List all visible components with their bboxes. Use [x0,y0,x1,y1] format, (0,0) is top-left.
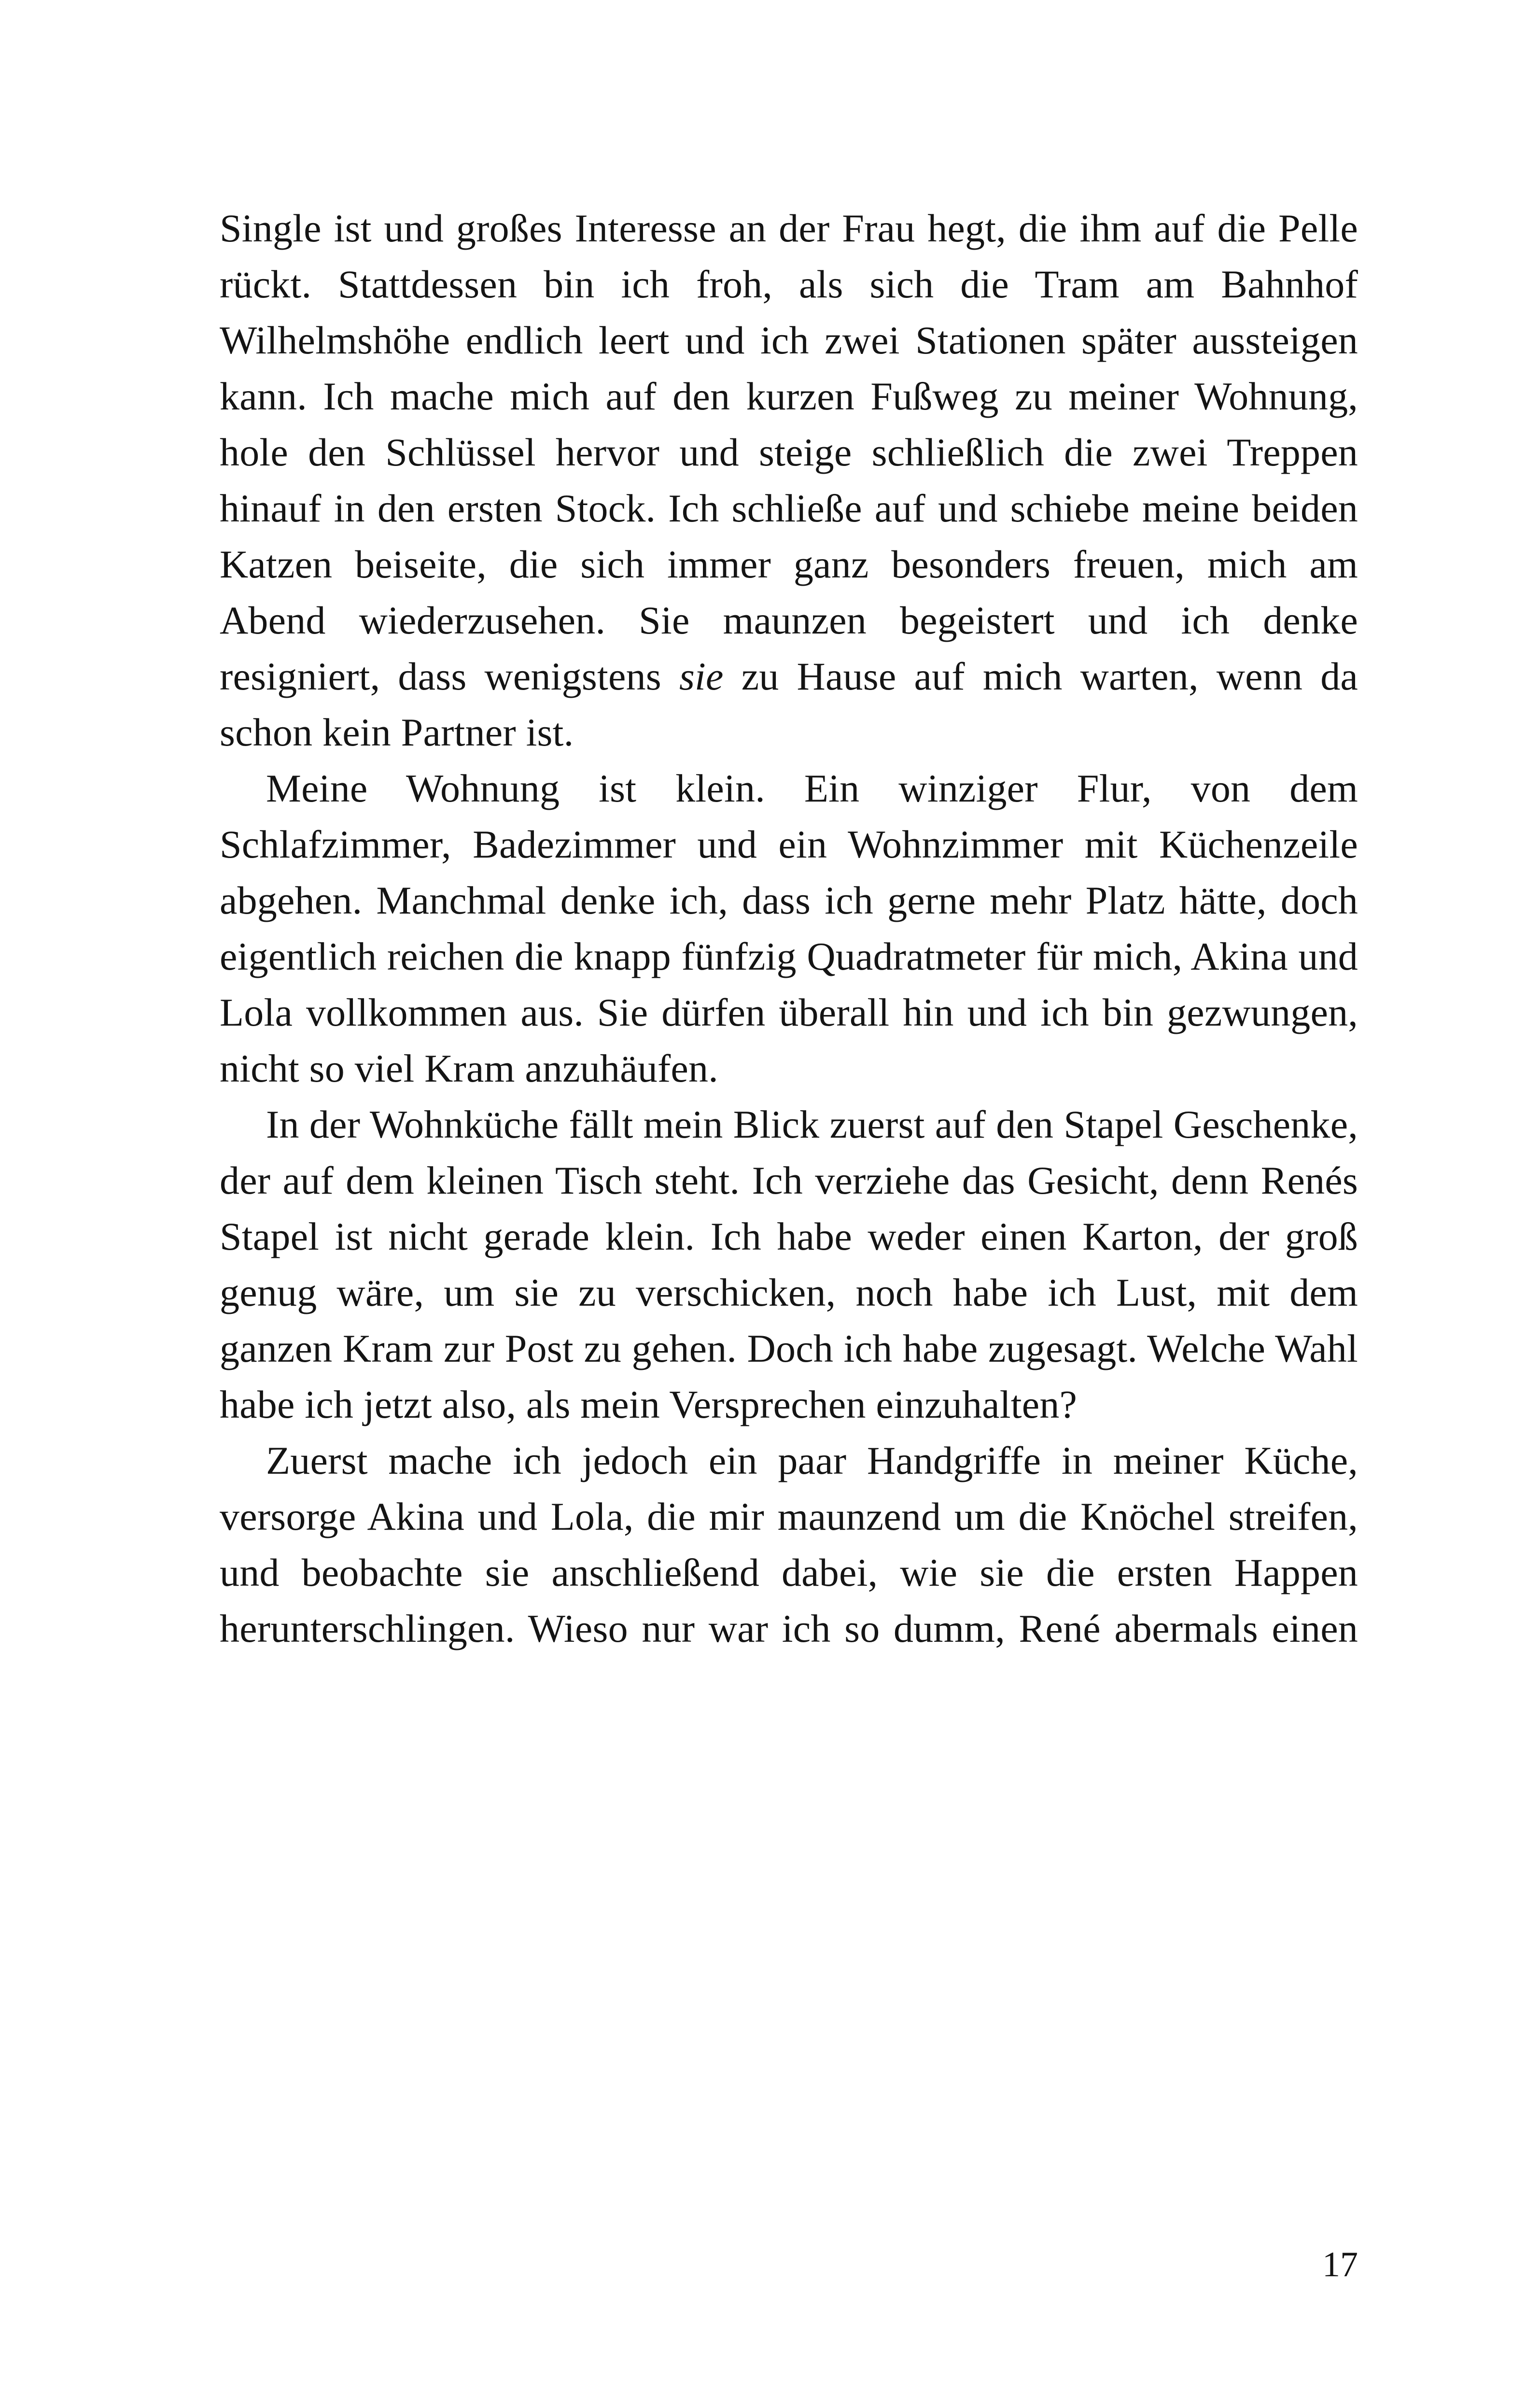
italic-word: sie [679,654,724,698]
page-number: 17 [1322,2245,1358,2284]
text-block [220,200,1358,1657]
paragraph-3: In der Wohnküche fällt mein Blick zuerst auf den Stapel Geschenke, der auf dem kleinen Tisch steht. Ich verziehe das Gesicht, denn Renés Stapel ist nicht gerade klein. Ich habe weder einen Karton, der groß genug wäre, um sie zu verschicken, noch habe ich Lust, mit dem ganzen Kram zur Post zu gehen. Doch ich habe zugesagt. Welche Wahl habe ich jetzt also, als mein Versprechen einzuhalten? [220,1102,1358,1426]
paragraph-1-text-post: zu Hause auf mich warten, wenn da schon kein Partner ist. [220,654,1358,754]
paragraph-1-text-pre: Single ist und großes Interesse an der Frau hegt, die ihm auf die Pelle rückt. Stattdessen bin ich froh, als sich die Tram am Bahnhof Wilhelmshöhe endlich leert und ich zwei Stationen später aussteigen kann. Ich mache mich auf den kurzen Fußweg zu meiner Wohnung, hole den Schlüssel hervor und steige schließlich die zwei Treppen hinauf in den ersten Stock. Ich schließe auf und schiebe meine beiden Katzen beiseite, die sich immer ganz besonders freuen, mich am Abend wiederzusehen. Sie maunzen begeistert und ich denke resigniert, dass wenigstens [220,206,1358,698]
paragraph-1 [220,200,1358,761]
paragraph-4: Zuerst mache ich jedoch ein paar Handgriffe in meiner Küche, versorge Akina und Lola, die mir maunzend um die Knöchel streifen, und beobachte sie anschließend dabei, wie sie die ersten Happen herunterschlingen. Wieso nur war ich so dumm, René abermals einen [220,1438,1358,1650]
paragraph-2: Meine Wohnung ist klein. Ein winziger Flur, von dem Schlafzimmer, Badezimmer und ein Wohnzimmer mit Küchenzeile abgehen. Manchmal denke ich, dass ich gerne mehr Platz hätte, doch eigentlich reichen die knapp fünfzig Quadratmeter für mich, Akina und Lola vollkommen aus. Sie dürfen überall hin und ich bin gezwungen, nicht so viel Kram anzuhäufen. [220,766,1358,1090]
